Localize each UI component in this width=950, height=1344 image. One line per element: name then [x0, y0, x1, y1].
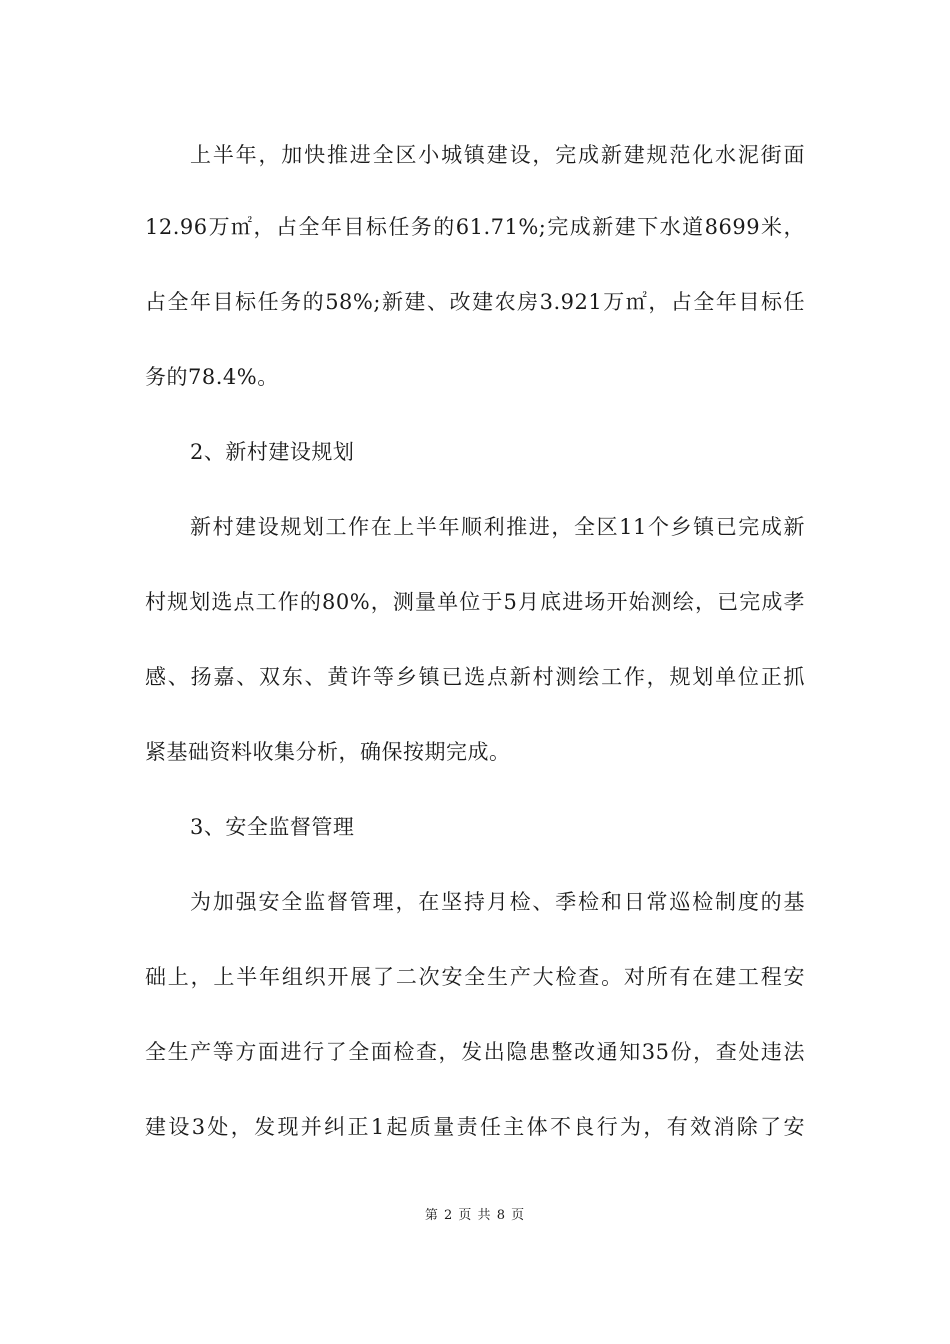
- section-heading: 2、新村建设规划: [190, 440, 355, 464]
- paragraph-line: 为加强安全监督管理，在坚持月检、季检和日常巡检制度的基: [190, 890, 805, 914]
- paragraph-line: 建设3处，发现并纠正1起质量责任主体不良行为，有效消除了安: [145, 1115, 805, 1139]
- paragraph-line: 感、扬嘉、双东、黄许等乡镇已选点新村测绘工作，规划单位正抓: [145, 665, 805, 689]
- paragraph-line: 新村建设规划工作在上半年顺利推进，全区11个乡镇已完成新: [190, 515, 805, 539]
- page-footer: 第 2 页 共 8 页: [424, 1208, 526, 1223]
- paragraph-line: 础上，上半年组织开展了二次安全生产大检查。对所有在建工程安: [145, 965, 805, 989]
- paragraph-line: 全生产等方面进行了全面检查，发出隐患整改通知35份，查处违法: [145, 1040, 805, 1064]
- paragraph-line: 务的78.4%。: [145, 365, 279, 389]
- paragraph-line: 上半年，加快推进全区小城镇建设，完成新建规范化水泥街面: [190, 143, 805, 167]
- paragraph-line: 村规划选点工作的80%，测量单位于5月底进场开始测绘，已完成孝: [145, 590, 805, 614]
- paragraph-line: 占全年目标任务的58%;新建、改建农房3.921万㎡，占全年目标任: [145, 290, 805, 314]
- paragraph-line: 12.96万㎡，占全年目标任务的61.71%;完成新建下水道8699米，: [145, 215, 805, 239]
- section-heading: 3、安全监督管理: [190, 815, 355, 839]
- paragraph-line: 紧基础资料收集分析，确保按期完成。: [145, 740, 511, 764]
